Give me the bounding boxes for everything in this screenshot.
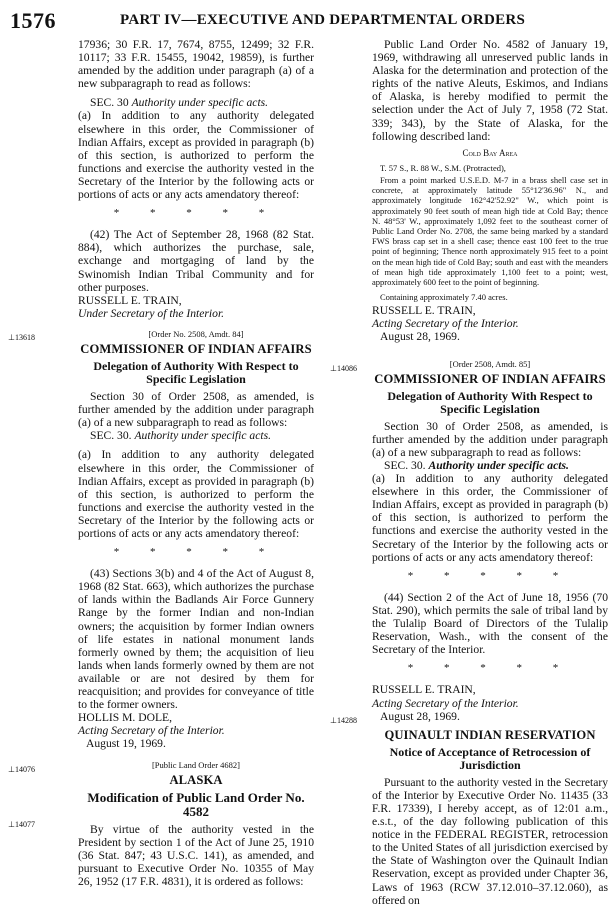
signature-title: Acting Secretary of the Interior. [372,317,519,331]
paragraph: Public Land Order No. 4582 of January 19, 1969, withdrawing all unreserved public lands in Alaska for the determination and protection of the rights of the native Aleuts, Eskimos, and Indians of Alaska, is hereby modified to permit the selection under the Act of July 7, 1958 (72 Stat. 339; 343), by the State of Alaska, for the following described land: [372,38,608,143]
page-header [10,8,606,34]
land-description: From a point marked U.S.E.D. M-7 in a brass shell case set in concrete, at approximately latitude 55°12'36.96" N., and approximately longitude 162°42'52.92" W., which point is approximately 90 feet south of mean high tide at Cold Bay; thence N. 48°53' W., approximately 1,092 feet to the southeast corner of Public Land Order No. 2708, the same being marked by a standard FWS brass cap set in a shell case; thence east 100 feet to the true point of beginning; Thence north approximately 915 feet to a point on the mean high tide of Cold Bay; south and east with the meanders of mean high tide approximately 1,100 feet to a point; west, approximately 600 feet to the point of beginning. [372,174,608,287]
margin-ref: ⊥14288 [330,716,357,725]
subject-heading: Modification of Public Land Order No. 4582 [87,789,305,819]
paragraph: (42) The Act of September 28, 1968 (82 Stat. 884), which authorizes the purchase, sale, exchange and mortgaging of land by the Swinomish Indian Tribal Community and for other purposes. [78,228,314,294]
ellipsis-stars: * * * * * [113,207,279,220]
ellipsis-stars: * * * * * [407,662,573,675]
signature-name: RUSSELL E. TRAIN, [372,683,476,697]
paragraph: Section 30 of Order 2508, as amended, is further amended by the addition under paragraph (a) of a new subparagraph to read as follows: [372,419,608,459]
agency-heading: COMMISSIONER OF INDIAN AFFAIRS [80,341,312,356]
acreage: Containing approximately 7.40 acres. [380,292,508,303]
paragraph: By virtue of the authority vested in the President by section 1 of the Act of June 25, 1910 (36 Stat. 847; 43 U.S.C. 141), as amended, and pursuant to Executive Order No. 10355 of May 26, 1952 (17 F.R. 4831), it is ordered as follows: [78,822,314,889]
date: August 28, 1969. [380,709,460,723]
area-heading: Cold Bay Area [462,147,518,158]
subject-heading: Notice of Acceptance of Retrocession of Jurisdiction [389,744,591,772]
signature-name: HOLLIS M. DOLE, [78,711,173,725]
ellipsis-stars: * * * * * [407,569,573,582]
ellipsis-stars: * * * * * [113,546,279,559]
order-number: [Public Land Order 4682] [151,759,241,770]
tract-line: T. 57 S., R. 88 W., S.M. (Protracted), [380,162,506,173]
signature-title: Acting Secretary of the Interior. [372,696,519,710]
agency-heading: COMMISSIONER OF INDIAN AFFAIRS [374,371,606,386]
order-number: [Order No. 2508, Amdt. 84] [148,328,244,339]
page-number: 1576 [10,8,56,33]
agency-heading: ALASKA [169,772,223,787]
paragraph: 17936; 30 F.R. 17, 7674, 8755, 12499; 32 F.R. 10117; 33 F.R. 15455, 19042, 19859), is further amended by the addition under paragraph (a) of a new subparagraph to read as follows: [78,38,314,91]
margin-ref: ⊥13618 [8,333,35,342]
section-heading: SEC. 30. Authority under specific acts. [384,459,569,473]
order-number: [Order 2508, Amdt. 85] [449,358,531,369]
paragraph: (43) Sections 3(b) and 4 of the Act of August 8, 1968 (82 Stat. 663), which authorizes the purchase of lands within the Badlands Air Force Gunnery Range by the former Indian and non-Indian owners; the acquisition by former Indian owners of life estates in national monument lands formerly owned by them; the acquisition of lieu lands when lands formerly owned by them are not available or are not desired by them for reacquisition; and provides for conveyance of title to the former owners. [78,567,314,712]
paragraph: (44) Section 2 of the Act of June 18, 1956 (70 Stat. 290), which permits the sale of tribal land by the Tulalip Board of Directors of the Tulalip Reservation, Wash., with the consent of the Secretary of the Interior. [372,590,608,657]
margin-ref: ⊥14077 [8,820,35,829]
margin-ref: ⊥14086 [330,364,357,373]
signature-title: Acting Secretary of the Interior. [78,724,225,738]
section-heading: SEC. 30. Authority under specific acts. [90,429,271,443]
date: August 19, 1969. [86,737,166,751]
signature-name: RUSSELL E. TRAIN, [78,293,182,307]
paragraph: (a) In addition to any authority delegated elsewhere in this order, the Commissioner of Indian Affairs, except as provided in paragraph (b) of this section, is authorized to perform the functions and exercise the authority vested in the Secretary of the Interior by the following acts or portions of acts or any acts amendatory thereof: [78,109,314,202]
signature-title: Under Secretary of the Interior. [78,306,225,320]
running-head: PART IV—EXECUTIVE AND DEPARTMENTAL ORDERS [120,12,526,28]
right-column [372,38,608,907]
margin-ref: ⊥14076 [8,765,35,774]
left-column [78,38,314,888]
paragraph: (a) In addition to any authority delegated elsewhere in this order, the Commissioner of Indian Affairs, except as provided in paragraph (b) of this section, is authorized to perform the functions and exercise the authority vested in the Secretary of the Interior by the following acts or portions of acts or any acts amendatory thereof: [372,472,608,564]
signature-name: RUSSELL E. TRAIN, [372,304,476,318]
subject-heading: Delegation of Authority With Respect to Specific Legislation [93,359,299,387]
agency-heading: QUINAULT INDIAN RESERVATION [384,727,596,742]
paragraph: (a) In addition to any authority delegated elsewhere in this order, the Commissioner of Indian Affairs, except as provided in paragraph (b) of this section, is authorized to perform the functions and exercise the authority vested in the Secretary of the Interior by the following acts or portions of acts or any acts amendatory thereof: [78,448,314,540]
subject-heading: Delegation of Authority With Respect to Specific Legislation [387,388,593,416]
date: August 28, 1969. [380,330,460,344]
section-heading: SEC. 30 Authority under specific acts. [90,96,269,110]
paragraph: Pursuant to the authority vested in the Secretary of the Interior by Executive Order No. 11435 (33 F.R. 17339), I hereby accept, as of 12:01 a.m., e.s.t., of the day following publication of this notice in the FEDERAL REGISTER, retrocession to the United States of all jurisdiction exercised by the State of Washington over the Quinault Indian Reservation, except as provided under Chapter 36, Laws of 1963 (RCW 37.12.010–37.12.060), as offered on [372,775,608,907]
paragraph: Section 30 of Order 2508, as amended, is further amended by the addition under paragraph (a) of a new subparagraph to read as follows: [78,390,314,430]
